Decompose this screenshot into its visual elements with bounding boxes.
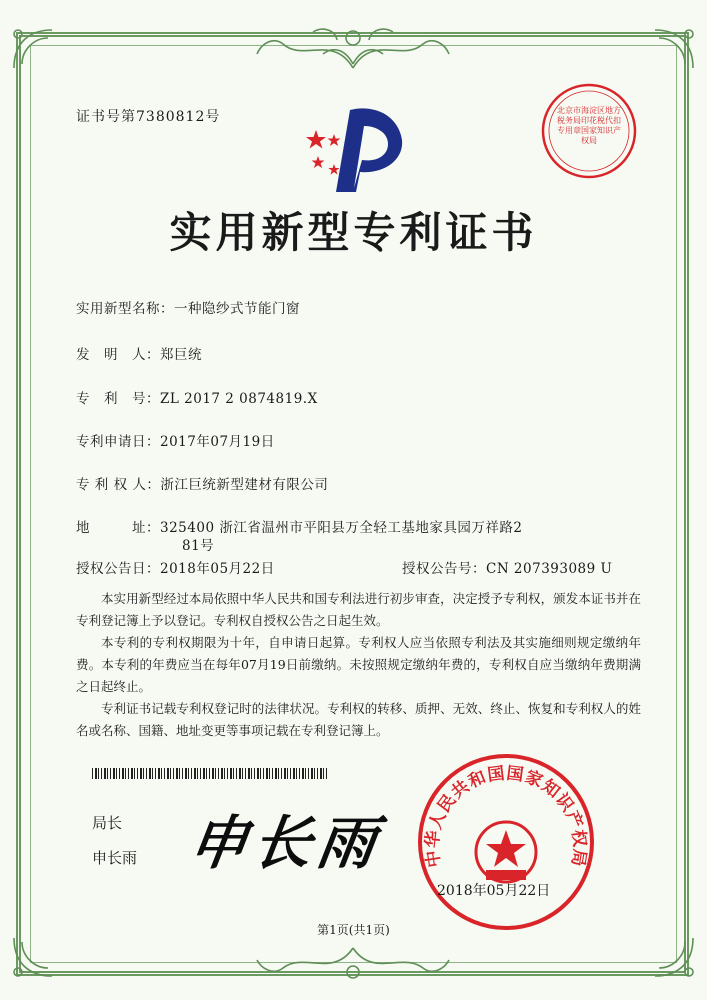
- national-ip-seal: [416, 752, 596, 932]
- field-label: 发 明 人：: [76, 347, 160, 363]
- director-title: 局长: [92, 814, 123, 832]
- corner-ornament-top-left: [8, 24, 58, 74]
- field-grant-number: [402, 557, 612, 577]
- issue-date: 2018年05月22日: [437, 883, 551, 899]
- corner-ornament-bottom-right: [649, 932, 699, 982]
- field-label: 授权公告日：: [76, 561, 160, 577]
- field-label: 地 址：: [76, 520, 160, 536]
- field-value: ZL 2017 2 0874819.X: [160, 391, 318, 407]
- tax-seal: [540, 82, 638, 180]
- corner-ornament-top-right: [649, 24, 699, 74]
- bottom-ornament: [253, 944, 453, 984]
- barcode: [92, 768, 328, 779]
- signature: 申长雨: [184, 809, 387, 877]
- field-label: 实用新型名称：: [76, 301, 174, 317]
- field-address-line-2: 81号: [182, 538, 215, 554]
- field-inventor: [76, 343, 202, 363]
- seal-arc-text: 中华人民共和国国家知识产权局: [422, 763, 590, 869]
- certificate-body: [76, 588, 641, 742]
- field-utility-model-name: [76, 297, 300, 317]
- field-label: 专 利 权 人：: [76, 477, 161, 493]
- field-value: 郑巨统: [160, 347, 202, 363]
- field-filing-date: [76, 430, 275, 450]
- field-patent-number: [76, 387, 318, 407]
- field-label: 专利申请日：: [76, 434, 160, 450]
- certificate-number: 证书号第7380812号: [76, 109, 221, 125]
- paragraph-1: 本实用新型经过本局依照中华人民共和国专利法进行初步审查，决定授予专利权，颁发本证书并在专利登记簿上予以登记。专利权自授权公告之日起生效。: [76, 591, 641, 628]
- field-patentee: [76, 473, 328, 493]
- corner-ornament-bottom-left: [8, 932, 58, 982]
- field-grant-date: [76, 557, 275, 577]
- field-label: 授权公告号：: [402, 561, 486, 577]
- field-value: 2017年07月19日: [160, 434, 275, 450]
- field-label: 专 利 号：: [76, 391, 160, 407]
- field-value: CN 207393089 U: [486, 561, 613, 577]
- tax-seal-text: 北京市海淀区地方税务局印花税代扣专用章国家知识产权局: [557, 106, 621, 145]
- field-value: 325400 浙江省温州市平阳县万全轻工基地家具园万祥路2: [160, 520, 523, 536]
- paragraph-3: 专利证书记载专利权登记时的法律状况。专利权的转移、质押、无效、终止、恢复和专利权人的姓名或名称、国籍、地址变更等事项记载在专利登记簿上。: [76, 701, 641, 738]
- field-value: 一种隐纱式节能门窗: [174, 301, 300, 317]
- field-address: [76, 516, 522, 536]
- director-name: 申长雨: [92, 849, 138, 867]
- field-value: 2018年05月22日: [160, 561, 275, 577]
- field-value: 浙江巨统新型建材有限公司: [160, 477, 329, 493]
- patent-office-logo: [298, 100, 410, 196]
- paragraph-2: 本专利的专利权期限为十年，自申请日起算。专利权人应当依照专利法及其实施细则规定缴纳年费。本专利的年费应当在每年07月19日前缴纳。未按照规定缴纳年费的，专利权自应当缴纳年费期满之日起终止。: [76, 635, 641, 694]
- page-footer: 第1页(共1页): [317, 923, 390, 937]
- page-title: 实用新型专利证书: [169, 208, 538, 257]
- top-ornament: [253, 24, 453, 72]
